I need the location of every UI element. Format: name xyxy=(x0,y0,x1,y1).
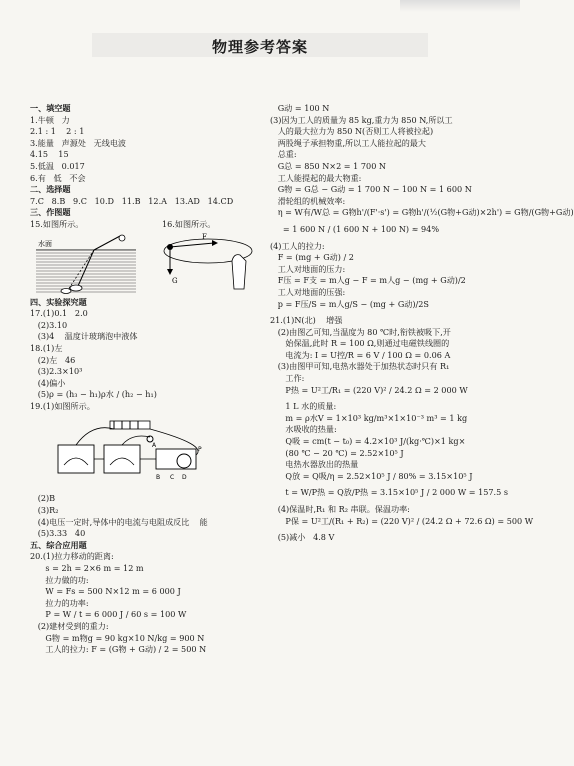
answer-line: 21.(1)N(北) 增强 xyxy=(270,315,343,326)
answer-line: 人的最大拉力为 850 N(否则工人将被拉起) xyxy=(270,126,434,137)
answer-line: G总 = 850 N×2 = 1 700 N xyxy=(270,160,386,171)
section-heading: 二、选择题 xyxy=(30,184,71,195)
answer-line: 拉力的功率: xyxy=(30,597,89,608)
figure-15 xyxy=(30,219,136,297)
circuit-figure xyxy=(52,415,212,489)
answer-line: G物 = G总 − G动 = 1 700 N − 100 N = 1 600 N xyxy=(270,184,472,195)
answer-line: 工人对地面的压力: xyxy=(270,263,346,274)
answer-line: 电热水器放出的热量 xyxy=(270,459,359,470)
circuit-label-a: A xyxy=(152,442,157,450)
answer-line: (2)B xyxy=(30,493,56,504)
answer-line: 3.能量 声源处 无线电波 xyxy=(30,137,127,148)
answer-line: 4.15 15 xyxy=(30,149,69,160)
force-label: F xyxy=(202,232,207,241)
answer-line: 工作: xyxy=(270,373,305,384)
right-column xyxy=(270,103,574,544)
answer-line: P保 = U²工/(R₁ + R₂) = (220 V)² / (24.2 Ω + 72.6 Ω) = 500 W xyxy=(270,515,534,526)
answer-line: 两股绳子承担物重,所以工人能拉起的最大 xyxy=(270,137,426,148)
figure-15-label: 15.如图所示。 xyxy=(30,218,84,229)
answer-line: 滑轮组的机械效率: xyxy=(270,195,346,206)
answer-line: 7.C 8.B 9.C 10.D 11.B 12.A 13.AD 14.CD xyxy=(30,195,234,206)
answer-line: F压 = F支 = m人g − F = m人g − (mg + G动)/2 xyxy=(270,275,466,286)
answer-line: (2)建材受到的重力: xyxy=(30,621,109,631)
section-heading: 四、实验探究题 xyxy=(30,296,87,307)
answer-line: 工人对地面的压强: xyxy=(270,286,346,297)
gravity-label: G xyxy=(172,276,178,285)
figure-16-label: 16.如图所示。 xyxy=(162,218,216,229)
section-heading: 五、综合应用题 xyxy=(30,539,87,550)
answer-line: (5)3.33 40 xyxy=(30,528,86,539)
answer-line: 工人的拉力: F = (G物 + G动) / 2 = 500 N xyxy=(30,644,207,655)
answer-line: (3)因为工人的质量为 85 kg,重力为 850 N,所以工 xyxy=(270,114,453,125)
answer-line: s = 2h = 2×6 m = 12 m xyxy=(30,563,144,574)
answer-line: P热 = U²工/R₁ = (220 V)² / 24.2 Ω = 2 000 W xyxy=(270,384,468,395)
answer-line: (3)R₂ xyxy=(30,505,59,516)
answer-line: P = W / t = 6 000 J / 60 s = 100 W xyxy=(30,609,187,620)
answer-line: 电流为: I = U控/R = 6 V / 100 Ω = 0.06 A xyxy=(270,349,451,360)
answer-line: (2)由图乙可知,当温度为 80 ℃时,衔铁被吸下,开 xyxy=(270,326,451,337)
answer-line: F = (mg + G动) / 2 xyxy=(270,252,354,263)
answer-line: = 1 600 N / (1 600 N + 100 N) ≈ 94% xyxy=(270,223,440,234)
force-diagram xyxy=(162,231,254,289)
circuit-label-b: B xyxy=(156,474,161,482)
answer-line: Q放 = Q吸/η = 2.52×10⁵ J / 80% = 3.15×10⁵ J xyxy=(270,470,473,481)
answer-line: 1 L 水的质量: xyxy=(270,401,337,412)
answer-line: 始保温,此时 R = 100 Ω,则通过电磁铁线圈的 xyxy=(270,338,450,349)
answer-line: (2)左 46 xyxy=(30,354,76,365)
figure-16 xyxy=(162,219,254,297)
section-heading: 一、填空题 xyxy=(30,103,71,113)
answer-line: G物 = m物g = 90 kg×10 N/kg = 900 N xyxy=(30,632,205,643)
answer-line: 19.(1)如图所示。 xyxy=(30,400,95,411)
answer-line: (2)3.10 xyxy=(30,319,68,330)
answer-line: m = ρ水V = 1×10³ kg/m³×1×10⁻³ m³ = 1 kg xyxy=(270,412,468,423)
answer-line: Q吸 = cm(t − t₀) = 4.2×10³ J/(kg·℃)×1 kg× xyxy=(270,436,466,447)
answer-line: t = W/P热 = Q放/P热 = 3.15×10⁵ J / 2 000 W = 157.5 s xyxy=(270,487,508,498)
circuit-diagram xyxy=(52,415,212,489)
left-block-3 xyxy=(30,493,258,655)
answer-line: G动 = 100 N xyxy=(270,103,330,113)
answer-line: 18.(1)左 xyxy=(30,342,63,353)
answer-line: 17.(1)0.1 2.0 xyxy=(30,308,88,319)
section-heading: 三、作图题 xyxy=(30,207,71,218)
water-surface-label: 水面 xyxy=(38,239,52,248)
answer-line: p = F压/S = m人g/S − (mg + G动)/2S xyxy=(270,298,429,309)
left-column xyxy=(30,103,258,656)
answer-line: 2.1 : 1 2 : 1 xyxy=(30,126,85,137)
answer-line: (3)由图甲可知,电热水器处于加热状态时只有 R₁ xyxy=(270,361,450,372)
answer-line: (4)保温时,R₁ 和 R₂ 串联。保温功率: xyxy=(270,504,410,514)
answer-line: 拉力做的功: xyxy=(30,574,89,585)
answer-line: 工人能提起的最大物重: xyxy=(270,172,362,183)
answer-line: (4)偏小 xyxy=(30,377,66,388)
page-title: 物理参考答案 xyxy=(211,38,308,56)
answer-line: W = Fs = 500 N×12 m = 6 000 J xyxy=(30,586,181,597)
right-block-1 xyxy=(270,103,574,544)
answer-line: 5.低温 0.017 xyxy=(30,160,85,171)
answer-line: 6.有 低 不会 xyxy=(30,172,86,183)
circuit-label-c: C xyxy=(170,474,175,482)
answer-line: (4)电压一定时,导体中的电流与电阻成反比 能 xyxy=(30,516,208,527)
left-block-2 xyxy=(30,297,258,413)
drawing-answers xyxy=(30,219,258,297)
answer-line: (5)ρ = (h₃ − h₁)ρ水 / (h₂ − h₁) xyxy=(30,389,157,400)
answer-line: 20.(1)拉力移动的距离: xyxy=(30,551,114,562)
scan-shadow xyxy=(400,0,520,12)
answer-line: (4)工人的拉力: xyxy=(270,240,325,251)
circuit-label-d: D xyxy=(182,474,187,482)
circuit-label-p: P xyxy=(198,446,202,454)
answer-line: (80 ℃ − 20 ℃) = 2.52×10⁵ J xyxy=(270,447,404,458)
answer-line: (3)4 温度计玻璃泡中液体 xyxy=(30,331,138,342)
answer-line: (3)2.3×10³ xyxy=(30,366,83,377)
answer-line: η = W有/W总 = G物h'/(F'·s') = G物h'/(½(G物+G动)×2h') = G物/(G物+G动) xyxy=(270,207,574,218)
left-block-1 xyxy=(30,103,258,219)
answer-line: 水吸收的热量: xyxy=(270,424,337,435)
refraction-diagram xyxy=(36,234,136,294)
answer-line: 总重: xyxy=(270,149,297,160)
answer-line: (5)减小 4.8 V xyxy=(270,532,335,543)
answer-line: 1.牛顿 力 xyxy=(30,114,70,125)
